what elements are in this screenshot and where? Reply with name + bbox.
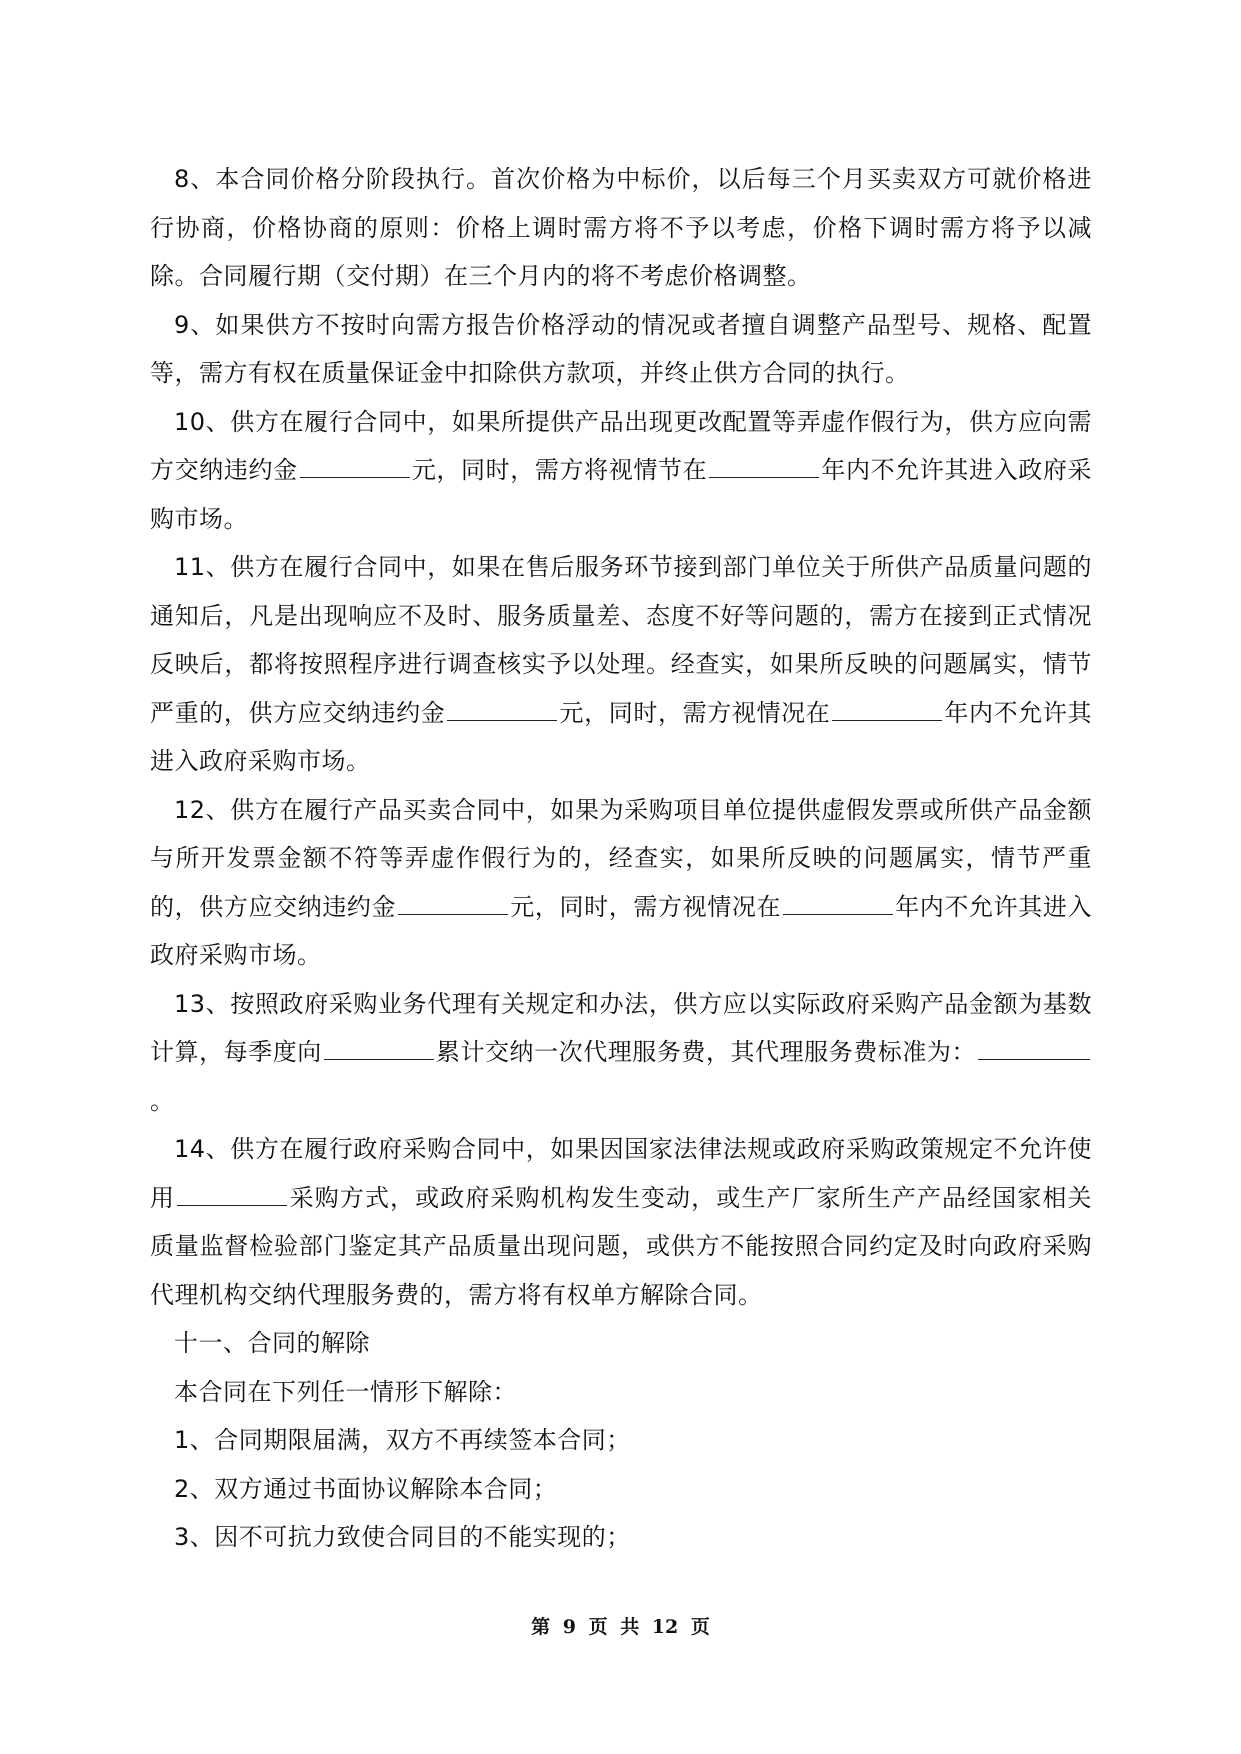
clause-10-text-a: 10、供方在履行合同中，如果所提供产品出现更改配置等弄虚作假行为，供方应向需方交纳违约金 <box>150 407 1092 484</box>
page-number: 第 9 页 共 12 页 <box>531 1616 710 1638</box>
clause-13-text-b: 累计交纳一次代理服务费，其代理服务费标准为： <box>435 1038 977 1066</box>
fill-in-blank <box>709 455 819 478</box>
termination-item-2 <box>150 1465 1092 1514</box>
clause-11 <box>150 543 1092 786</box>
clause-11-text-b: 元，同时，需方视情况在 <box>559 698 831 727</box>
list-item: 3、因不可抗力致使合同目的不能实现的； <box>174 1523 631 1551</box>
clause-13-text-c: 。 <box>150 1086 175 1115</box>
termination-item-1 <box>150 1416 1092 1465</box>
fill-in-blank <box>978 1037 1090 1060</box>
termination-item-3 <box>150 1513 1092 1562</box>
document-body <box>150 155 1092 1562</box>
section-11-intro <box>150 1368 1092 1417</box>
section-heading-text: 十一、合同的解除 <box>174 1329 370 1357</box>
fill-in-blank <box>447 698 557 721</box>
fill-in-blank <box>300 455 410 478</box>
section-11-heading <box>150 1319 1092 1368</box>
clause-10 <box>150 398 1092 544</box>
clause-12-text-a: 12、供方在履行产品买卖合同中，如果为采购项目单位提供虚假发票或所供产品金额与所开发票金额不符等弄虚作假行为的，经查实，如果所反映的问题属实，情节严重的，供方应交纳违约金 <box>150 795 1092 921</box>
fill-in-blank <box>783 892 893 915</box>
clause-10-text-b: 元，同时，需方将视情节在 <box>411 456 708 484</box>
page-footer <box>0 1612 1241 1639</box>
section-intro-text: 本合同在下列任一情形下解除： <box>174 1377 517 1406</box>
clause-14-text-b: 采购方式，或政府采购机构发生变动，或生产厂家所生产产品经国家相关质量监督检验部门鉴定其产品质量出现问题，或供方不能按照合同约定及时向政府采购代理机构交纳代理服务费的，需方将有权单方解除合同。 <box>150 1183 1093 1309</box>
list-item: 1、合同期限届满，双方不再续签本合同； <box>174 1426 631 1454</box>
fill-in-blank <box>324 1037 434 1060</box>
clause-10-text-c: 年内不允许其进入政府采购市场。 <box>150 456 1093 533</box>
clause-12-text-b: 元，同时，需方视情况在 <box>510 892 782 921</box>
fill-in-blank <box>398 892 508 915</box>
clause-11-text-c: 年内不允许其进入政府采购市场。 <box>150 698 1093 775</box>
clause-14-text-a: 14、供方在履行政府采购合同中，如果因国家法律法规或政府采购政策规定不允许使用 <box>150 1135 1092 1212</box>
clause-9 <box>150 301 1092 398</box>
clause-8 <box>150 155 1092 301</box>
fill-in-blank <box>177 1183 287 1206</box>
clause-9-text: 9、如果供方不按时向需方报告价格浮动的情况或者擅自调整产品型号、规格、配置等，需方有权在质量保证金中扣除供方款项，并终止供方合同的执行。 <box>150 310 1092 387</box>
fill-in-blank <box>832 698 942 721</box>
clause-13 <box>150 980 1092 1126</box>
clause-14 <box>150 1125 1092 1319</box>
list-item: 2、双方通过书面协议解除本合同； <box>174 1474 558 1503</box>
clause-11-text-a: 11、供方在履行合同中，如果在售后服务环节接到部门单位关于所供产品质量问题的通知后，凡是出现响应不及时、服务质量差、态度不好等问题的，需方在接到正式情况反映后，都将按照程序进行调查核实予以处理。经查实，如果所反映的问题属实，情节严重的，供方应交纳违约金 <box>150 553 1092 727</box>
clause-12-text-c: 年内不允许其进入政府采购市场。 <box>150 892 1093 969</box>
clause-12 <box>150 786 1092 980</box>
clause-8-text: 8、本合同价格分阶段执行。首次价格为中标价，以后每三个月买卖双方可就价格进行协商，价格协商的原则：价格上调时需方将不予以考虑，价格下调时需方将予以减除。合同履行期（交付期）在三个月内的将不考虑价格调整。 <box>150 165 1092 290</box>
clause-13-text-a: 13、按照政府采购业务代理有关规定和办法，供方应以实际政府采购产品金额为基数计算，每季度向 <box>150 989 1092 1066</box>
